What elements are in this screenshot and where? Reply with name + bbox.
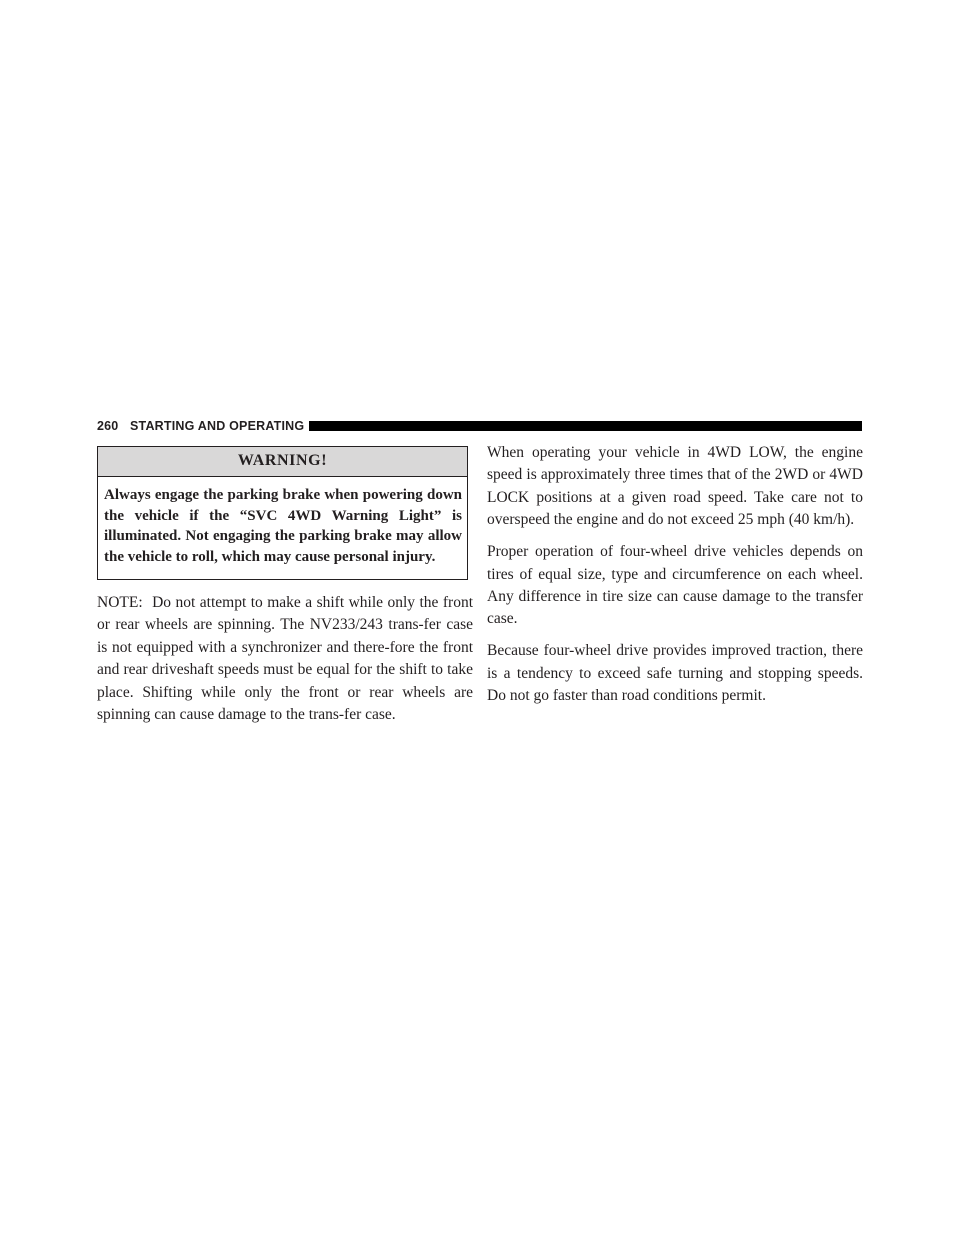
note-label: NOTE:: [97, 594, 143, 611]
section-title: STARTING AND OPERATING: [130, 419, 305, 433]
warning-text: Always engage the parking brake when powering down the vehicle if the “SVC 4WD Warning Light” is illuminated. Not engaging the parking brake may allow the vehicle to roll, which may cause personal injury.: [104, 487, 462, 565]
paragraph-4wd-low: When operating your vehicle in 4WD LOW, the engine speed is approximately three times that of the 2WD or 4WD LOCK positions at a given road speed. Take care not to overspeed the engine and do not exceed 25 mph (40 km/h).: [487, 444, 863, 529]
paragraph-traction: Because four-wheel drive provides improved traction, there is a tendency to exceed safe turning and stopping speeds. Do not go faster than road conditions permit.: [487, 642, 863, 705]
left-column: [97, 592, 473, 726]
page-header: [97, 418, 862, 434]
warning-box: [97, 446, 468, 580]
paragraph-tire-size: Proper operation of four-wheel drive vehicles depends on tires of equal size, type and circumference on each wheel. Any difference in tire size can cause damage to the transfer case.: [487, 543, 863, 628]
header-rule: [309, 421, 862, 431]
note-text: Do not attempt to make a shift while only the front or rear wheels are spinning. The NV233/243 trans-fer case is not equipped with a synchronizer and there-fore the front and rear driveshaft speeds must be equal for the shift to take place. Shifting while only the front or rear wheels are spinning can cause damage to the trans-fer case.: [97, 594, 474, 724]
warning-title: WARNING!: [98, 447, 467, 477]
page-number: 260: [97, 419, 119, 433]
right-column: [487, 442, 863, 707]
note-paragraph: [97, 592, 473, 726]
